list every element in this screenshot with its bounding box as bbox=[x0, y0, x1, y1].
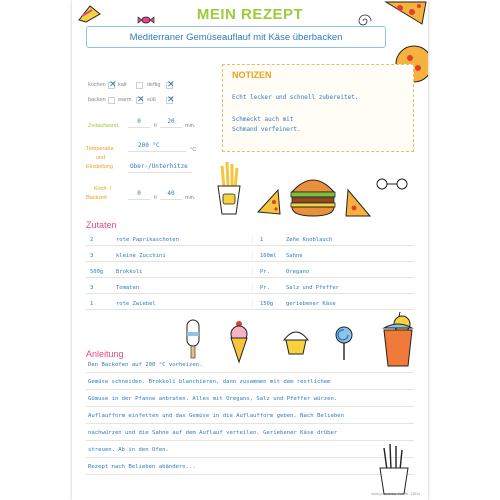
ingredient-column-divider bbox=[252, 252, 253, 262]
ingredient-name[interactable]: Tomaten bbox=[116, 285, 140, 291]
page-title: MEIN REZEPT bbox=[196, 6, 304, 23]
instructions-heading: Anleitung bbox=[86, 349, 124, 359]
ingredient-row-line bbox=[86, 293, 414, 294]
ice-cream-cone-icon bbox=[228, 318, 250, 364]
ingredient-column-divider bbox=[252, 284, 253, 294]
ingredient-qty[interactable]: 3 bbox=[90, 253, 94, 259]
koch-label: Koch- / bbox=[94, 186, 112, 192]
notes-line-3: Schmand verfeinert. bbox=[232, 126, 301, 133]
ingredient-qty[interactable]: 150g bbox=[260, 301, 274, 307]
instruction-line: Auflaufform einfetten und das Gemüse in die Auflaufform geben. Nach Belieben bbox=[88, 413, 344, 419]
ingredient-qty[interactable]: Pr. bbox=[260, 285, 270, 291]
pizza-slice-icon bbox=[254, 186, 282, 216]
option-kochen: kochen bbox=[88, 82, 106, 88]
instruction-rule bbox=[86, 406, 414, 407]
ingredients-heading: Zutaten bbox=[86, 220, 117, 230]
ingredient-qty[interactable]: 1 bbox=[260, 237, 264, 243]
notes-line-2: Schmeckt auch mit bbox=[232, 116, 294, 123]
back-hours[interactable]: 0 bbox=[137, 190, 141, 197]
check-mark-suess: ✕ bbox=[167, 94, 175, 104]
instruction-rule bbox=[86, 440, 414, 441]
temperatur-label: Temperatur bbox=[86, 146, 114, 152]
instruction-line: streuen. Ab in den Ofen. bbox=[88, 447, 169, 453]
instruction-line: Rezept nach Belieben abändern... bbox=[88, 464, 196, 470]
backzeit-label: Backzeit bbox=[86, 195, 107, 201]
burger-icon bbox=[288, 170, 338, 220]
option-kalt: kalt bbox=[118, 82, 127, 88]
option-backen: backen bbox=[88, 97, 106, 103]
checkbox-backen[interactable] bbox=[108, 97, 115, 104]
ingredient-qty[interactable]: 2 bbox=[90, 237, 94, 243]
hours-unit: h bbox=[154, 123, 158, 129]
instruction-rule bbox=[86, 423, 414, 424]
ingredient-qty[interactable]: 1 bbox=[90, 301, 94, 307]
instruction-line: nachwürzen und die Sahne auf dem Auflauf verteilen. Geriebener Käse drüber bbox=[88, 430, 338, 436]
ingredient-column-divider bbox=[252, 300, 253, 310]
einstellung-label: Einstellung bbox=[86, 164, 113, 170]
zeit-minutes[interactable]: 20 bbox=[167, 118, 175, 125]
cupcake-icon bbox=[282, 326, 310, 356]
ingredient-row-line bbox=[86, 245, 414, 246]
popsicle-icon bbox=[184, 318, 202, 360]
pizza-wedge-icon bbox=[344, 186, 374, 220]
back-hours-unit: h bbox=[154, 195, 158, 201]
ingredient-name[interactable]: Brokkoli bbox=[116, 269, 143, 275]
back-minutes-unit: min. bbox=[185, 195, 196, 201]
ingredient-name[interactable]: Sahne bbox=[286, 253, 303, 259]
ingredient-row-line bbox=[86, 277, 414, 278]
ingredient-name[interactable]: Salz und Pfeffer bbox=[286, 285, 339, 291]
footer-text: www.pricaro.de • Art.-Nr. 13834 bbox=[371, 492, 420, 496]
ingredient-name[interactable]: Zehe Knoblauch bbox=[286, 237, 333, 243]
option-warm: warm bbox=[118, 97, 132, 103]
lollipop-icon bbox=[334, 326, 354, 362]
check-mark-deftig: ✕ bbox=[167, 79, 175, 89]
check-mark-warm: ✕ bbox=[137, 94, 145, 104]
glasses-icon bbox=[372, 178, 416, 190]
zeitaufwand-label: Zeitaufwand bbox=[88, 123, 118, 129]
recipe-name-field[interactable]: Mediterraner Gemüseauflauf mit Käse überbacken bbox=[86, 26, 386, 48]
ingredient-row-line bbox=[86, 309, 414, 310]
instruction-rule bbox=[86, 372, 414, 373]
option-suess: süß bbox=[147, 97, 157, 103]
instruction-rule bbox=[86, 389, 414, 390]
notes-line-1: Echt lecker und schnell zubereitet. bbox=[232, 94, 359, 101]
back-minutes[interactable]: 40 bbox=[167, 190, 175, 197]
ingredient-name[interactable]: geriebener Käse bbox=[286, 301, 336, 307]
ingredient-qty[interactable]: 100ml bbox=[260, 253, 277, 259]
instruction-rule bbox=[86, 457, 414, 458]
ingredient-qty[interactable]: Pr. bbox=[260, 269, 270, 275]
fries-icon bbox=[214, 158, 244, 216]
notes-heading: NOTIZEN bbox=[232, 70, 272, 80]
zeit-hours[interactable]: 0 bbox=[137, 118, 141, 125]
option-deftig: deftig bbox=[147, 82, 161, 88]
minutes-unit: min. bbox=[185, 123, 196, 129]
einstellung-value[interactable]: Ober-/Unterhitze bbox=[130, 163, 188, 170]
fries-bottom-icon bbox=[374, 440, 414, 496]
ingredient-row-line bbox=[86, 261, 414, 262]
ingredient-column-divider bbox=[252, 236, 253, 246]
instruction-line: Gümuse in der Pfanne anbraten. Alles mit Oregano, Salz und Pfeffer würzen. bbox=[88, 396, 338, 402]
instruction-line: Den Backofen auf 200 °C vorheizen. bbox=[88, 362, 203, 368]
ingredient-qty[interactable]: 500g bbox=[90, 269, 104, 275]
checkbox-kalt[interactable] bbox=[136, 82, 143, 89]
ingredient-qty[interactable]: 3 bbox=[90, 285, 94, 291]
check-mark-kochen: ✕ bbox=[109, 79, 117, 89]
instruction-rule bbox=[86, 474, 414, 475]
temperature-value[interactable]: 200 °C bbox=[138, 142, 160, 149]
recipe-card bbox=[72, 0, 428, 500]
ingredient-name[interactable]: Oregano bbox=[286, 269, 310, 275]
ingredient-name[interactable]: rote Paprikaschoten bbox=[116, 237, 179, 243]
ingredient-name[interactable]: kleine Zucchini bbox=[116, 253, 166, 259]
celsius-unit: °C bbox=[190, 147, 197, 153]
ingredient-column-divider bbox=[252, 268, 253, 278]
instruction-line: Gemüse schneiden. Brokkoli blanchieren, dann zusammen mit dem restlichem bbox=[88, 379, 331, 385]
und-label: und bbox=[96, 155, 106, 161]
ingredient-name[interactable]: rote Zwiebel bbox=[116, 301, 156, 307]
drink-cup-icon bbox=[378, 310, 418, 368]
ingredients-list bbox=[86, 234, 414, 316]
